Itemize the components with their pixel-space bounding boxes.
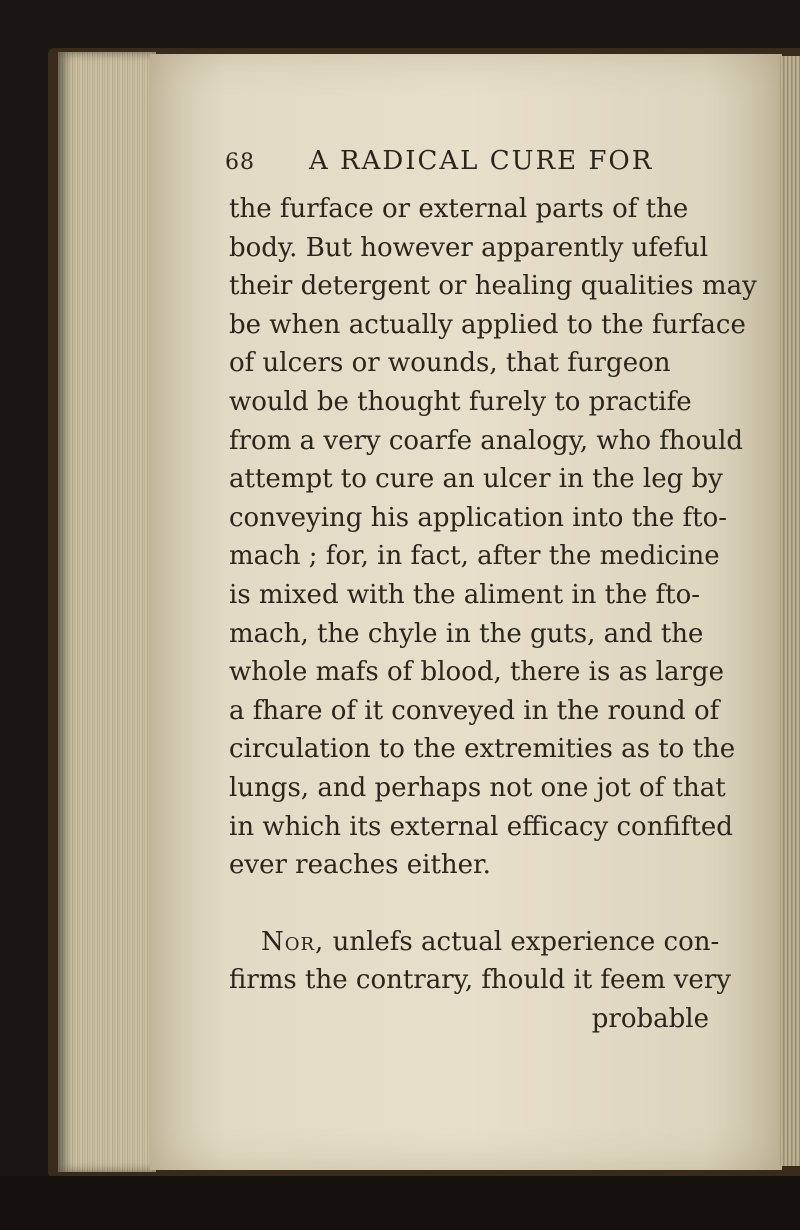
text-line: firms the contrary, fhould it feem very [229, 965, 731, 996]
lead-word: Nor, [261, 926, 325, 957]
text-line: mach, the chyle in the guts, and the [229, 618, 704, 649]
text-line: body. But however apparently ufeful [229, 232, 709, 263]
paragraph-gap [229, 885, 709, 923]
catchword: probable [591, 1003, 709, 1034]
text-line [229, 923, 720, 962]
text-line: conveying his application into the fto- [229, 502, 728, 533]
running-title: A RADICAL CURE FOR [309, 146, 654, 176]
text-line: whole mafs of blood, there is as large [229, 657, 724, 688]
running-head [225, 146, 725, 186]
text-line: their detergent or healing qualities may [229, 271, 757, 302]
bottom-shadow [0, 1176, 800, 1230]
text-line: mach ; for, in fact, after the medicine [229, 541, 720, 572]
right-page-edge [780, 56, 800, 1166]
text-line: circulation to the extremities as to the [229, 734, 736, 765]
page-number: 68 [225, 150, 255, 175]
text-line: attempt to cure an ulcer in the leg by [229, 464, 723, 495]
text-line: from a very coarfe analogy, who fhould [229, 425, 744, 456]
text-line: lungs, and perhaps not one jot of that [229, 772, 726, 803]
paragraph-2 [229, 923, 731, 1039]
page-edges [58, 52, 156, 1172]
line-rest: unlefs actual experience con- [324, 926, 720, 957]
text-line: in which its external efficacy confifted [229, 811, 733, 842]
text-line: be when actually applied to the furface [229, 309, 746, 340]
body-text [229, 190, 757, 1038]
text-line: of ulcers or wounds, that furgeon [229, 348, 671, 379]
text-line: the furface or external parts of the [229, 194, 689, 224]
text-line: a fhare of it conveyed in the round of [229, 695, 720, 726]
text-line: ever reaches either. [229, 850, 491, 881]
text-line: is mixed with the aliment in the fto- [229, 579, 701, 610]
text-line: would be thought furely to practife [229, 386, 692, 417]
paragraph-1 [229, 190, 757, 885]
